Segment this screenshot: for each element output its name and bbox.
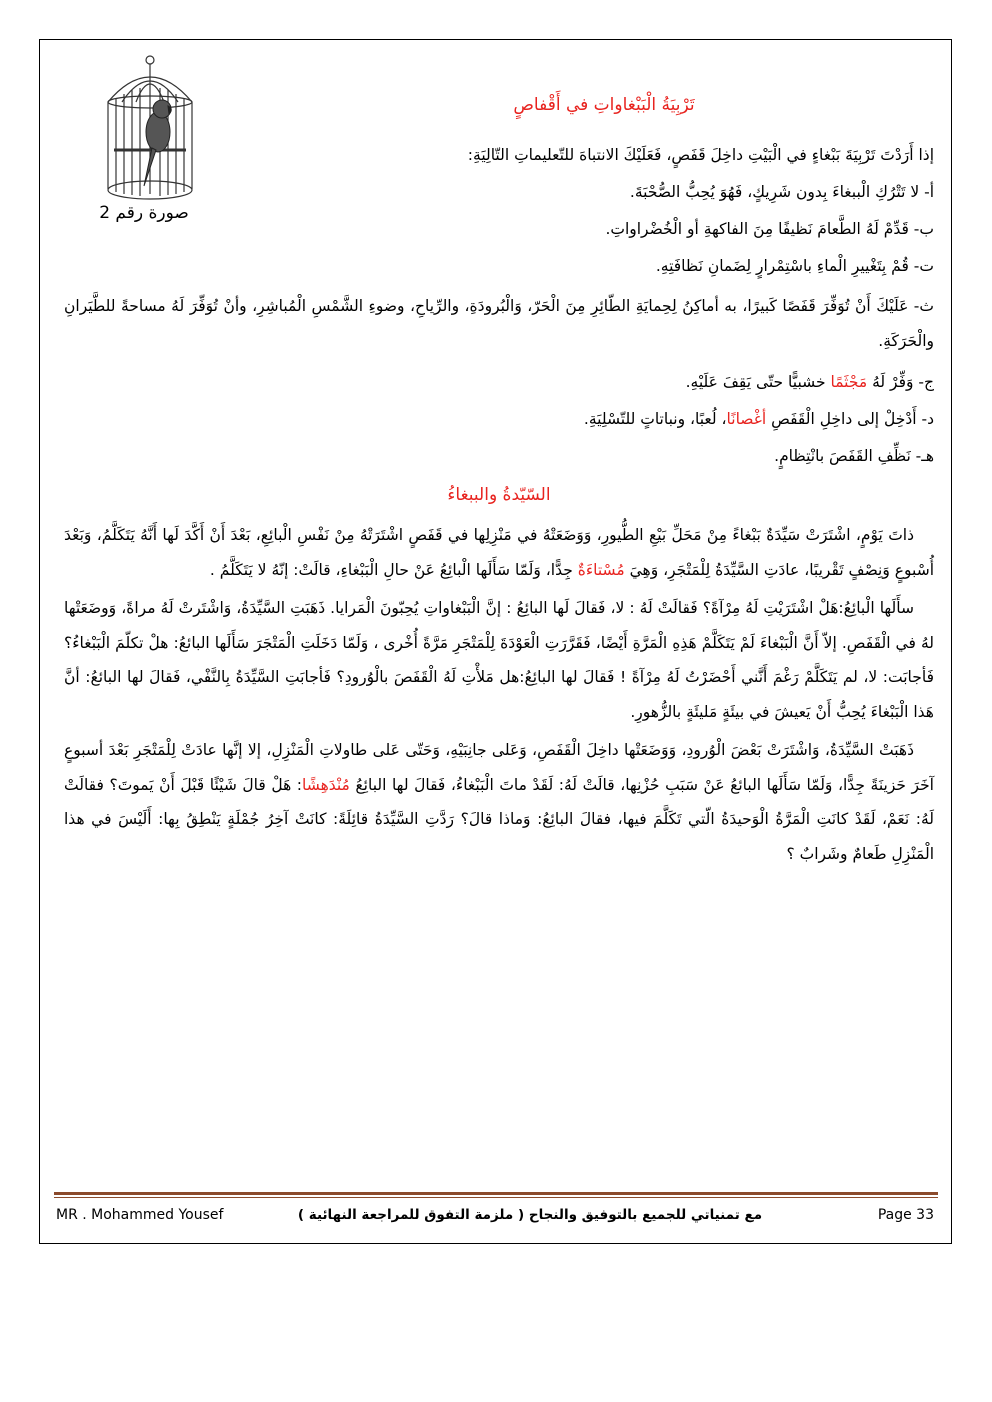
figure-caption: صورة رقم 2: [99, 203, 189, 223]
highlight-word: أغْصانًا: [726, 410, 767, 428]
section1-title: تَرْبِيَةُ الْبَبْغاواتِ في أَقْفاصٍ: [513, 95, 695, 115]
instruction-b: ب- قَدِّمْ لَهُ الطَّعامَ نَظيفًا مِنَ الفاكهةِ أو الْخُضْراواتِ.: [605, 220, 934, 238]
footer-page-number: Page 33: [877, 1207, 934, 1223]
story-paragraph-2: سأَلَها الْبائِعُ:هَلْ اشْتَرَيْتِ لَهُ مِرْآةً؟ فَقالَتْ لَهُ : لا، فَقالَ لَها البائِعُ : إنَّ الْبَبْغاواتِ يُحِبّونَ الْمَرايا. ذَهَبَتِ السَّيِّدَةُ، وَاشْتَرتْ لَهُ مراةً، وَوضَعَتْها لهُ في الْقَفَصِ. إلاّ أَنَّ الْبَبْغاءَ لَمْ يَتَكَلَّمْ هَذِهِ الْمَرَّةِ أَيْضًا، فَقَرَّرَتِ الْعَوْدَةَ لِلْمَتْجَرِ مَرَّةً أُخْرى ، وَلَمّا دَخَلَتِ الْمَتْجَرَ سَأَلَها البائعُ: هلْ تكلّمَ الْبَبْغاءُ؟ فَأجابَت: لا، لم يَتَكَلَّمْ رَغْمَ أَنَّني أَحْضَرْتُ لَهُ مِرْآةً ! فَقالَ لها البائِعُ:هل مَلأْتِ لَهُ الْقَفَصَ بالْوُرودِ؟ فَأجابَتِ السَّيِّدَةُ بِالنَّفْي، فَقالَ لها البائعُ: أنَّ هَذا الْبَبْغاءَ يُحِبُّ أَنْ يَعيشَ في بيئَةٍ مَليئَةٍ بالزُّهورِ.: [64, 599, 934, 721]
footer-rule-thin: [54, 1197, 938, 1198]
instruction-a: أ- لا تَتْرُكِ الْببغاءَ بِدون شَرِيكٍ، فَهُوَ يُحِبُّ الصُّحْبَةَ.: [629, 183, 934, 201]
story-paragraph-3: ذَهَبَتْ السَّيِّدَةُ، وَاشْتَرَتْ بَعْضَ الْوُرودِ، وَوَضَعَتْها داخِلَ الْقَفَصِ، وَعَلى جانِبَيْهِ، وَحَتّى عَلى طاولاتِ الْمَنْزِلِ، إلا إنَّها عادَتْ لِلْمَتْجَرِ بَعْدَ أسبوعٍ آخَرَ حَزينَةً جِدًّا، وَلَمّا سَأَلَها البائعُ عَنْ سَبَبِ حُزْنِها، قالَتْ لَهُ: لَقَدْ ماتَ الْبَبْغاءُ، فَقالَ لها البائِعُ مُنْدَهِشًا: هَلْ قالَ شَيْئًا قَبْلَ أَنْ يَموتَ؟ فقالَتْ لَهُ: نَعَمْ، لَقَدْ كانَتِ الْمَرَّةُ الْوَحيدَةُ الّتي تَكَلَّمَ فيها، فقالَ البائِعُ: وَماذا قالَ؟ رَدَّتِ السَّيِّدَةُ قائِلَةً: كانَتْ آخِرُ جُمْلَةٍ يَنْطِقُ بِها: أَلَيْسَ في هذا الْمَنْزِلِ طَعامٌ وشَرابٌ ؟: [64, 741, 934, 863]
instruction-d: د- أَدْخِلْ إلى داخِلِ الْقَفَصِ أغْصانًا، لُعبًا، ونباتاتٍ للتّسْلِيَةِ.: [583, 410, 934, 428]
highlight-word: مُسْتاءَةٌ: [577, 560, 625, 579]
story-paragraph-1: ذاتَ يَوْمٍ، اشْتَرَتْ سَيِّدَةٌ بَبْغاءً مِنْ مَحَلِّ بَيْعِ الطُّيورِ، وَوَضَعَتْهُ في مَنْزِلِها في قَفَصٍ اشْتَرَتْهُ مِنْ نَفْسِ الْبائِعِ، بَعْدَ أَنْ أَكَّدَ لَها أَنَّهُ يَتَكَلَّمُ، وَبَعْدَ أُسْبوعٍ وَنِصْفٍ تَقْريبًا، عادَتِ السَّيِّدَةُ لِلْمَتْجَرِ، وَهِيَ مُسْتاءَةٌ جِدًّا، وَلَمّا سَأَلَها الْبائِعُ عَنْ حالِ الْبَبْغاءِ، قالَتْ: إنّهُ لا يَتَكَلَّمُ .: [64, 526, 934, 579]
instruction-h: هـ- نَظِّفِ القَفَصَ بانْتِظامٍ.: [774, 447, 934, 465]
highlight-word: مَجْثَمًا: [830, 373, 868, 391]
footer-author: MR . Mohammed Yousef: [56, 1207, 224, 1223]
section1-intro: إذا أَرَدْتَ تَرْبِيَةَ بَبْغاءٍ في الْبَيْتِ داخِلَ قَفَصٍ، فَعَلَيْكَ الانتباهَ للتّعليماتِ التّالِيَةِ:: [467, 146, 934, 164]
instruction-t: ت- قُمْ بِتَغْييرِ الْماءِ باسْتِمْرارٍ لِضَمانِ نَظافَتِهِ.: [655, 257, 934, 275]
page-content: [64, 95, 934, 871]
instruction-th: ث- عَلَيْكَ أَنْ تُوَفِّرَ قَفَصًا كَبيرًا، به أماكِنُ لِحِمايَةِ الطّائِرِ مِنَ الْحَرّ، وَالْبُرودَةِ، والرِّياحِ، وضوءِ الشَّمْسِ الْمُباشِرِ، وأنْ تُوَفِّرَ لَهُ مساحةً للطَّيَرانِ والْحَرَكَةِ.: [64, 297, 934, 350]
highlight-word: مُنْدَهِشًا: [302, 775, 350, 794]
instruction-j: ج- وَفِّرْ لَهُ مَجْثَمًا خشبيًّا حتّى يَقِفَ عَلَيْهِ.: [685, 373, 934, 391]
footer-message: مع تمنياتي للجميع بالتوفيق والنجاح ( ملزمة التفوق للمراجعة النهائية ): [297, 1207, 763, 1223]
section2-title: السّيّدةُ والببغاءُ: [447, 485, 551, 505]
footer-rule: [54, 1192, 938, 1195]
